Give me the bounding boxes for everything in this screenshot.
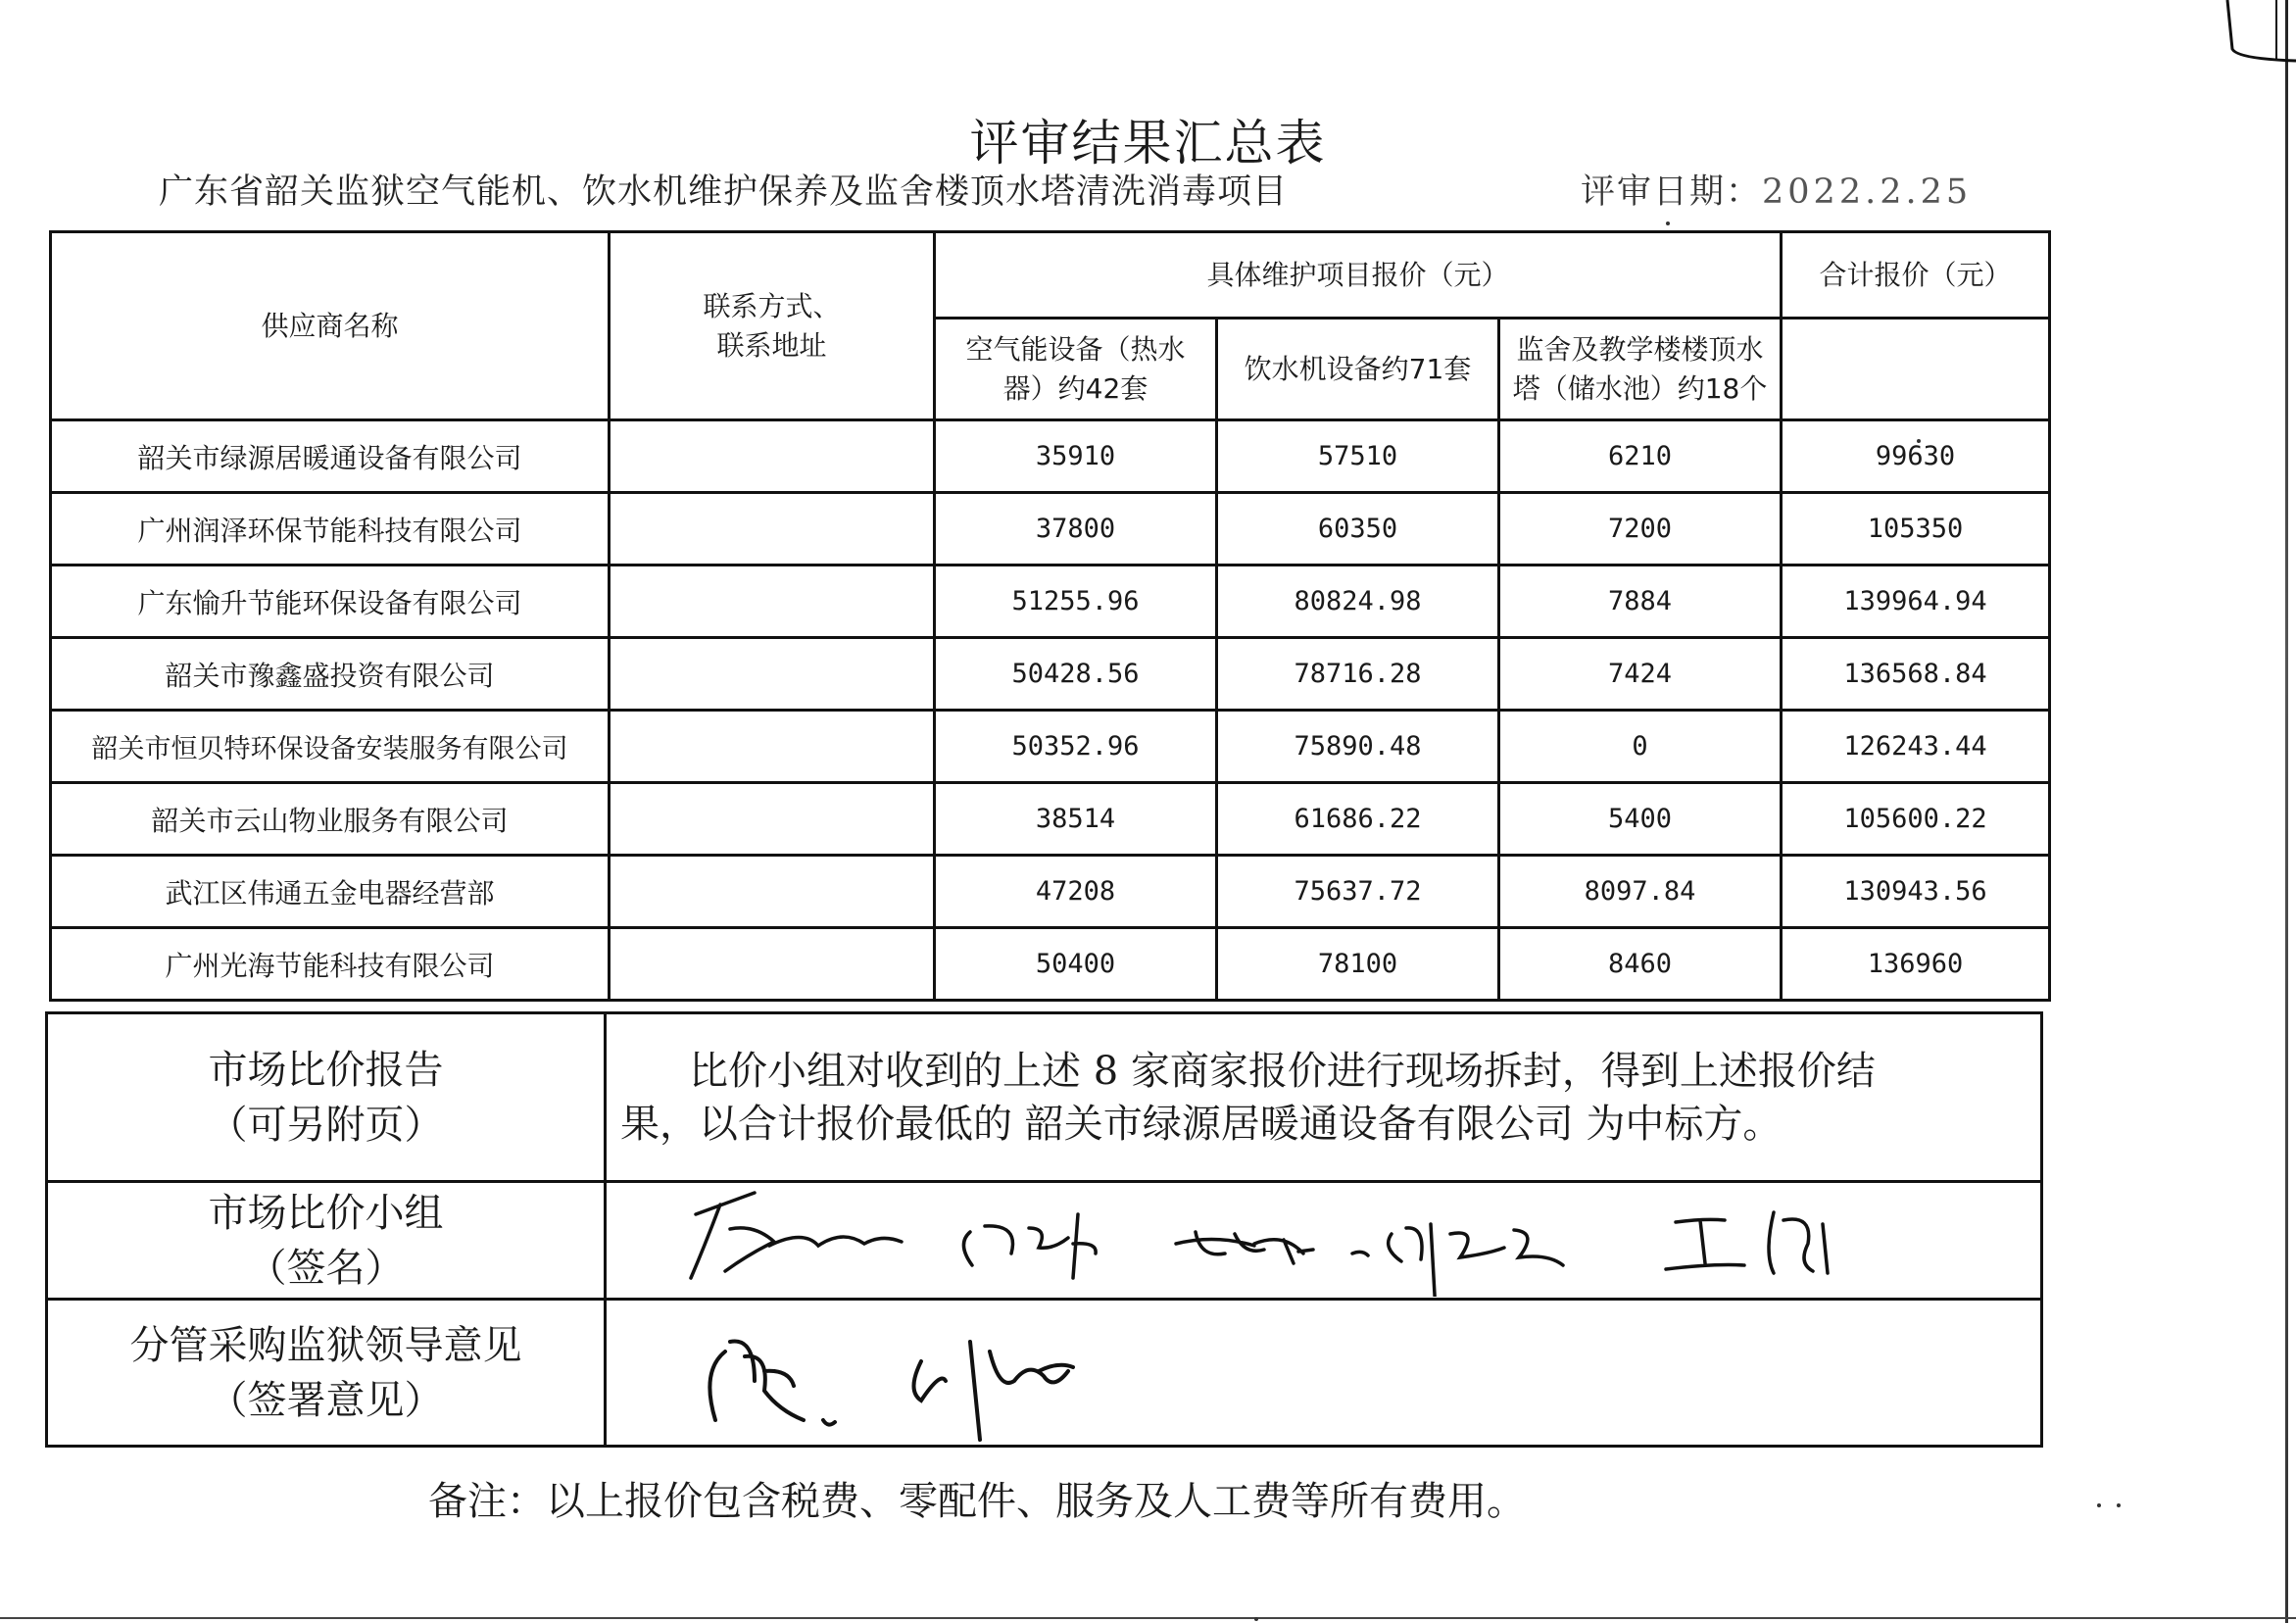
table-row <box>51 711 2050 783</box>
scan-speck <box>2117 1503 2121 1507</box>
supplier-name: 韶关市云山物业服务有限公司 <box>51 783 610 856</box>
leader-label-line2: （签署意见） <box>208 1377 444 1423</box>
review-date-value: 2022.2.25 <box>1762 172 1973 212</box>
report-label-line2: （可另附页） <box>208 1102 444 1148</box>
header-contact-line1: 联系方式、 <box>703 289 841 322</box>
review-date-label: 评审日期： <box>1581 172 1763 212</box>
table-row <box>51 928 2050 1001</box>
supplier-contact <box>610 493 935 566</box>
header-contact-line2: 联系地址 <box>716 328 827 362</box>
price-total: 105350 <box>1782 493 2050 566</box>
table-row <box>51 420 2050 493</box>
header-total: 合计报价（元） <box>1782 232 2050 319</box>
price-item3: 5400 <box>1499 783 1782 856</box>
header-item3-line1: 监舍及教学楼楼顶水 <box>1516 332 1764 366</box>
scan-speck <box>2097 1503 2101 1507</box>
report-text-line2: 果，以合计报价最低的 韶关市绿源居暖通设备有限公司 为中标方。 <box>620 1101 1783 1147</box>
report-text-line1: 比价小组对收到的上述 8 家商家报价进行现场拆封，得到上述报价结 <box>689 1048 1876 1094</box>
price-item1: 50400 <box>935 928 1217 1001</box>
group-label-line2: （签名） <box>247 1245 405 1291</box>
supplier-name: 武江区伟通五金电器经营部 <box>51 856 610 928</box>
header-item1-line2: 器）约42套 <box>1002 371 1148 405</box>
table-row <box>51 856 2050 928</box>
scan-speck <box>1254 1617 1258 1621</box>
supplier-contact <box>610 420 935 493</box>
price-item2: 78716.28 <box>1217 638 1499 711</box>
price-item3: 7200 <box>1499 493 1782 566</box>
table-row <box>51 783 2050 856</box>
leader-row <box>47 1300 2042 1447</box>
leader-signature <box>606 1300 2042 1447</box>
price-total: 136960 <box>1782 928 2050 1001</box>
price-item2: 75637.72 <box>1217 856 1499 928</box>
price-item3: 7424 <box>1499 638 1782 711</box>
supplier-contact <box>610 783 935 856</box>
price-total: 126243.44 <box>1782 711 2050 783</box>
report-row <box>47 1013 2042 1182</box>
price-item1: 50428.56 <box>935 638 1217 711</box>
supplier-name: 韶关市恒贝特环保设备安装服务有限公司 <box>51 711 610 783</box>
supplier-name: 韶关市绿源居暖通设备有限公司 <box>51 420 610 493</box>
scan-edge-right <box>2285 0 2288 1623</box>
report-label-line1: 市场比价报告 <box>208 1047 444 1093</box>
header-item1-line1: 空气能设备（热水 <box>965 332 1186 366</box>
supplier-contact <box>610 638 935 711</box>
header-total-empty <box>1782 319 2050 420</box>
supplier-contact <box>610 711 935 783</box>
header-supplier: 供应商名称 <box>51 232 610 420</box>
price-total: 105600.22 <box>1782 783 2050 856</box>
price-total: 99630 <box>1782 420 2050 493</box>
price-total: 130943.56 <box>1782 856 2050 928</box>
folded-corner <box>2208 0 2296 88</box>
review-date <box>1581 165 1972 214</box>
approval-table <box>45 1011 2043 1448</box>
handwritten-signatures <box>608 1185 2044 1297</box>
header-items-group: 具体维护项目报价（元） <box>935 232 1782 319</box>
table-row <box>51 493 2050 566</box>
supplier-name: 广州光海节能科技有限公司 <box>51 928 610 1001</box>
price-item2: 75890.48 <box>1217 711 1499 783</box>
price-item1: 37800 <box>935 493 1217 566</box>
report-label <box>47 1013 606 1182</box>
price-item2: 60350 <box>1217 493 1499 566</box>
table-row <box>51 638 2050 711</box>
price-total: 139964.94 <box>1782 566 2050 638</box>
header-item3-line2: 塔（储水池）约18个 <box>1512 371 1768 405</box>
price-item2: 78100 <box>1217 928 1499 1001</box>
price-item3: 8097.84 <box>1499 856 1782 928</box>
price-item3: 7884 <box>1499 566 1782 638</box>
quote-table <box>49 230 2051 1002</box>
project-name: 广东省韶关监狱空气能机、饮水机维护保养及监舍楼顶水塔清洗消毒项目 <box>159 172 1289 212</box>
header-item-water-tower <box>1499 319 1782 420</box>
header-row-1 <box>51 232 2050 319</box>
handwritten-leader-signature <box>608 1303 2044 1444</box>
group-signatures <box>606 1182 2042 1300</box>
price-item3: 6210 <box>1499 420 1782 493</box>
supplier-name: 广州润泽环保节能科技有限公司 <box>51 493 610 566</box>
price-item1: 38514 <box>935 783 1217 856</box>
supplier-contact <box>610 566 935 638</box>
price-item3: 8460 <box>1499 928 1782 1001</box>
scan-edge-bottom <box>0 1617 2296 1619</box>
price-item3: 0 <box>1499 711 1782 783</box>
group-label <box>47 1182 606 1300</box>
price-item1: 50352.96 <box>935 711 1217 783</box>
leader-label <box>47 1300 606 1447</box>
price-total: 136568.84 <box>1782 638 2050 711</box>
price-item2: 61686.22 <box>1217 783 1499 856</box>
price-item1: 51255.96 <box>935 566 1217 638</box>
price-item2: 80824.98 <box>1217 566 1499 638</box>
supplier-name: 韶关市豫鑫盛投资有限公司 <box>51 638 610 711</box>
group-label-line1: 市场比价小组 <box>208 1190 444 1236</box>
supplier-contact <box>610 856 935 928</box>
price-item2: 57510 <box>1217 420 1499 493</box>
price-item1: 47208 <box>935 856 1217 928</box>
supplier-name: 广东愉升节能环保设备有限公司 <box>51 566 610 638</box>
document-title: 评审结果汇总表 <box>969 115 1327 172</box>
header-item-air-energy <box>935 319 1217 420</box>
price-item1: 35910 <box>935 420 1217 493</box>
scan-speck <box>1666 221 1670 225</box>
header-contact <box>610 232 935 420</box>
leader-label-line1: 分管采购监狱领导意见 <box>129 1322 522 1368</box>
group-row <box>47 1182 2042 1300</box>
table-row <box>51 566 2050 638</box>
report-text <box>606 1013 2042 1182</box>
header-item-water-dispenser: 饮水机设备约71套 <box>1217 319 1499 420</box>
supplier-contact <box>610 928 935 1001</box>
footnote: 备注：以上报价包含税费、零配件、服务及人工费等所有费用。 <box>428 1479 1526 1524</box>
